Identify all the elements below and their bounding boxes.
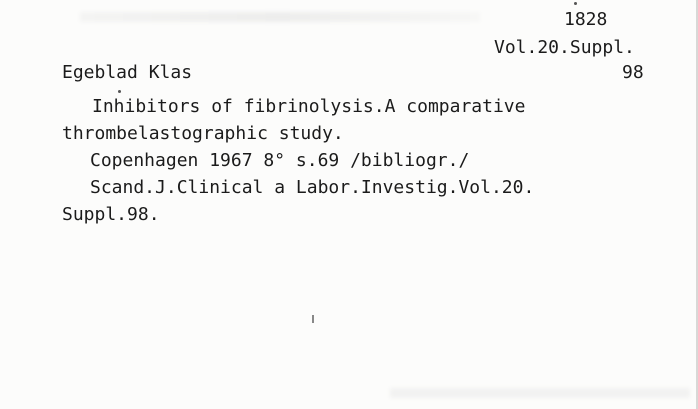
volume-label: Vol.20.Suppl. bbox=[494, 37, 635, 58]
title-line-2: thrombelastographic study. bbox=[62, 123, 344, 144]
speck-mark bbox=[574, 2, 577, 5]
supplement-number: 98 bbox=[622, 62, 644, 83]
stray-mark bbox=[312, 315, 314, 323]
publication-info: Copenhagen 1967 8° s.69 /bibliogr./ bbox=[90, 150, 470, 171]
catalog-number: 1828 bbox=[564, 9, 608, 30]
bleed-through-text bbox=[80, 12, 480, 22]
author-name: Egeblad Klas bbox=[62, 62, 193, 83]
series-line-1: Scand.J.Clinical a Labor.Investig.Vol.20. bbox=[90, 177, 535, 198]
speck-mark bbox=[118, 90, 121, 93]
series-line-2: Suppl.98. bbox=[62, 204, 160, 225]
title-line-1: Inhibitors of fibrinolysis.A comparative bbox=[92, 96, 526, 117]
bleed-through-text-bottom bbox=[390, 388, 690, 398]
